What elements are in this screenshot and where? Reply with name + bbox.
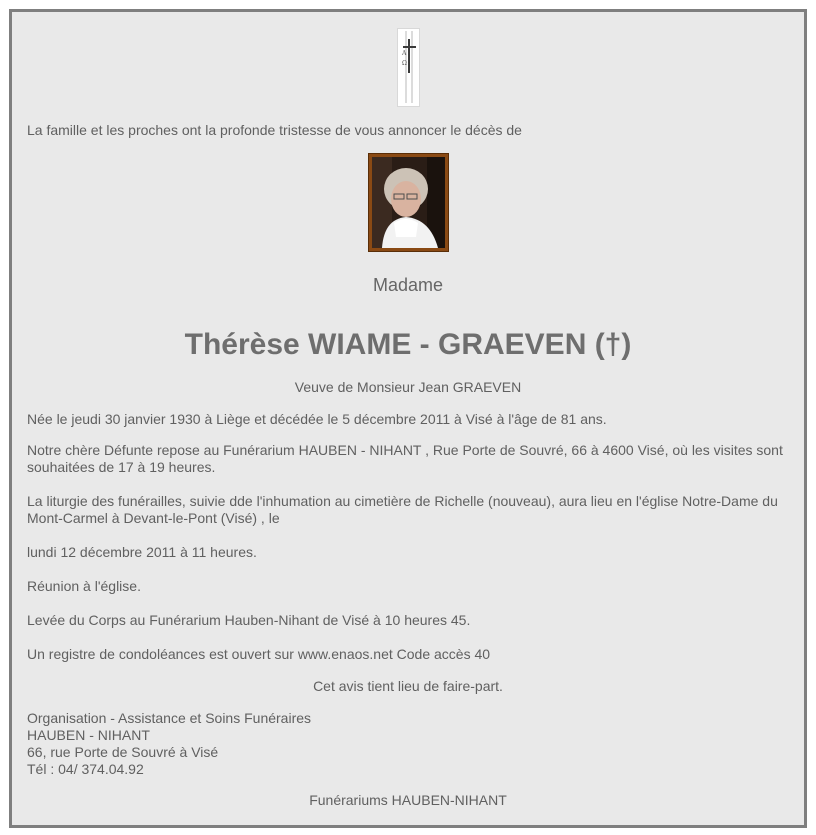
notice-text: Cet avis tient lieu de faire-part. bbox=[313, 678, 503, 694]
widow-of-text: Veuve de Monsieur Jean GRAEVEN bbox=[294, 379, 522, 395]
salutation: Madame bbox=[372, 275, 444, 295]
obituary-card bbox=[9, 9, 807, 828]
cross-icon bbox=[398, 29, 419, 106]
repose-text: Notre chère Défunte repose au Funérarium HAUBEN - NIHANT , Rue Porte de Souvré, 66 à 4600 Visé, où les visites sont souhaitées de 17 à 19 heures. bbox=[27, 442, 783, 475]
levee-text: Levée du Corps au Funérarium Hauben-Nihant de Visé à 10 heures 45. bbox=[27, 612, 471, 628]
intro-text: La famille et les proches ont la profonde tristesse de vous annoncer le décès de bbox=[27, 122, 522, 138]
register-text: Un registre de condoléances est ouvert sur www.enaos.net Code accès 40 bbox=[27, 646, 491, 662]
organisation-line-1: Organisation - Assistance et Soins Funéraires bbox=[27, 710, 312, 726]
meeting-text: Réunion à l'église. bbox=[27, 578, 141, 594]
deceased-name: Thérèse WIAME - GRAEVEN (†) bbox=[184, 328, 632, 361]
liturgy-text: La liturgie des funérailles, suivie dde l'inhumation au cimetière de Richelle (nouveau), aura lieu en l'église Notre-Dame du Mont-Carmel à Devant-le-Pont (Visé) , le bbox=[27, 493, 778, 526]
cross-symbol bbox=[397, 28, 420, 107]
portrait-photo bbox=[372, 157, 445, 248]
svg-text:Ω: Ω bbox=[402, 60, 407, 67]
organisation-line-4: Tél : 04/ 374.04.92 bbox=[27, 761, 144, 777]
svg-text:A: A bbox=[402, 50, 407, 57]
ceremony-date-text: lundi 12 décembre 2011 à 11 heures. bbox=[27, 544, 257, 560]
portrait-frame bbox=[368, 153, 449, 252]
organisation-line-2: HAUBEN - NIHANT bbox=[27, 727, 150, 743]
footer-text: Funérariums HAUBEN-NIHANT bbox=[309, 792, 507, 808]
birth-death-text: Née le jeudi 30 janvier 1930 à Liège et décédée le 5 décembre 2011 à Visé à l'âge de 81 ans. bbox=[27, 411, 607, 427]
organisation-line-3: 66, rue Porte de Souvré à Visé bbox=[27, 744, 219, 760]
